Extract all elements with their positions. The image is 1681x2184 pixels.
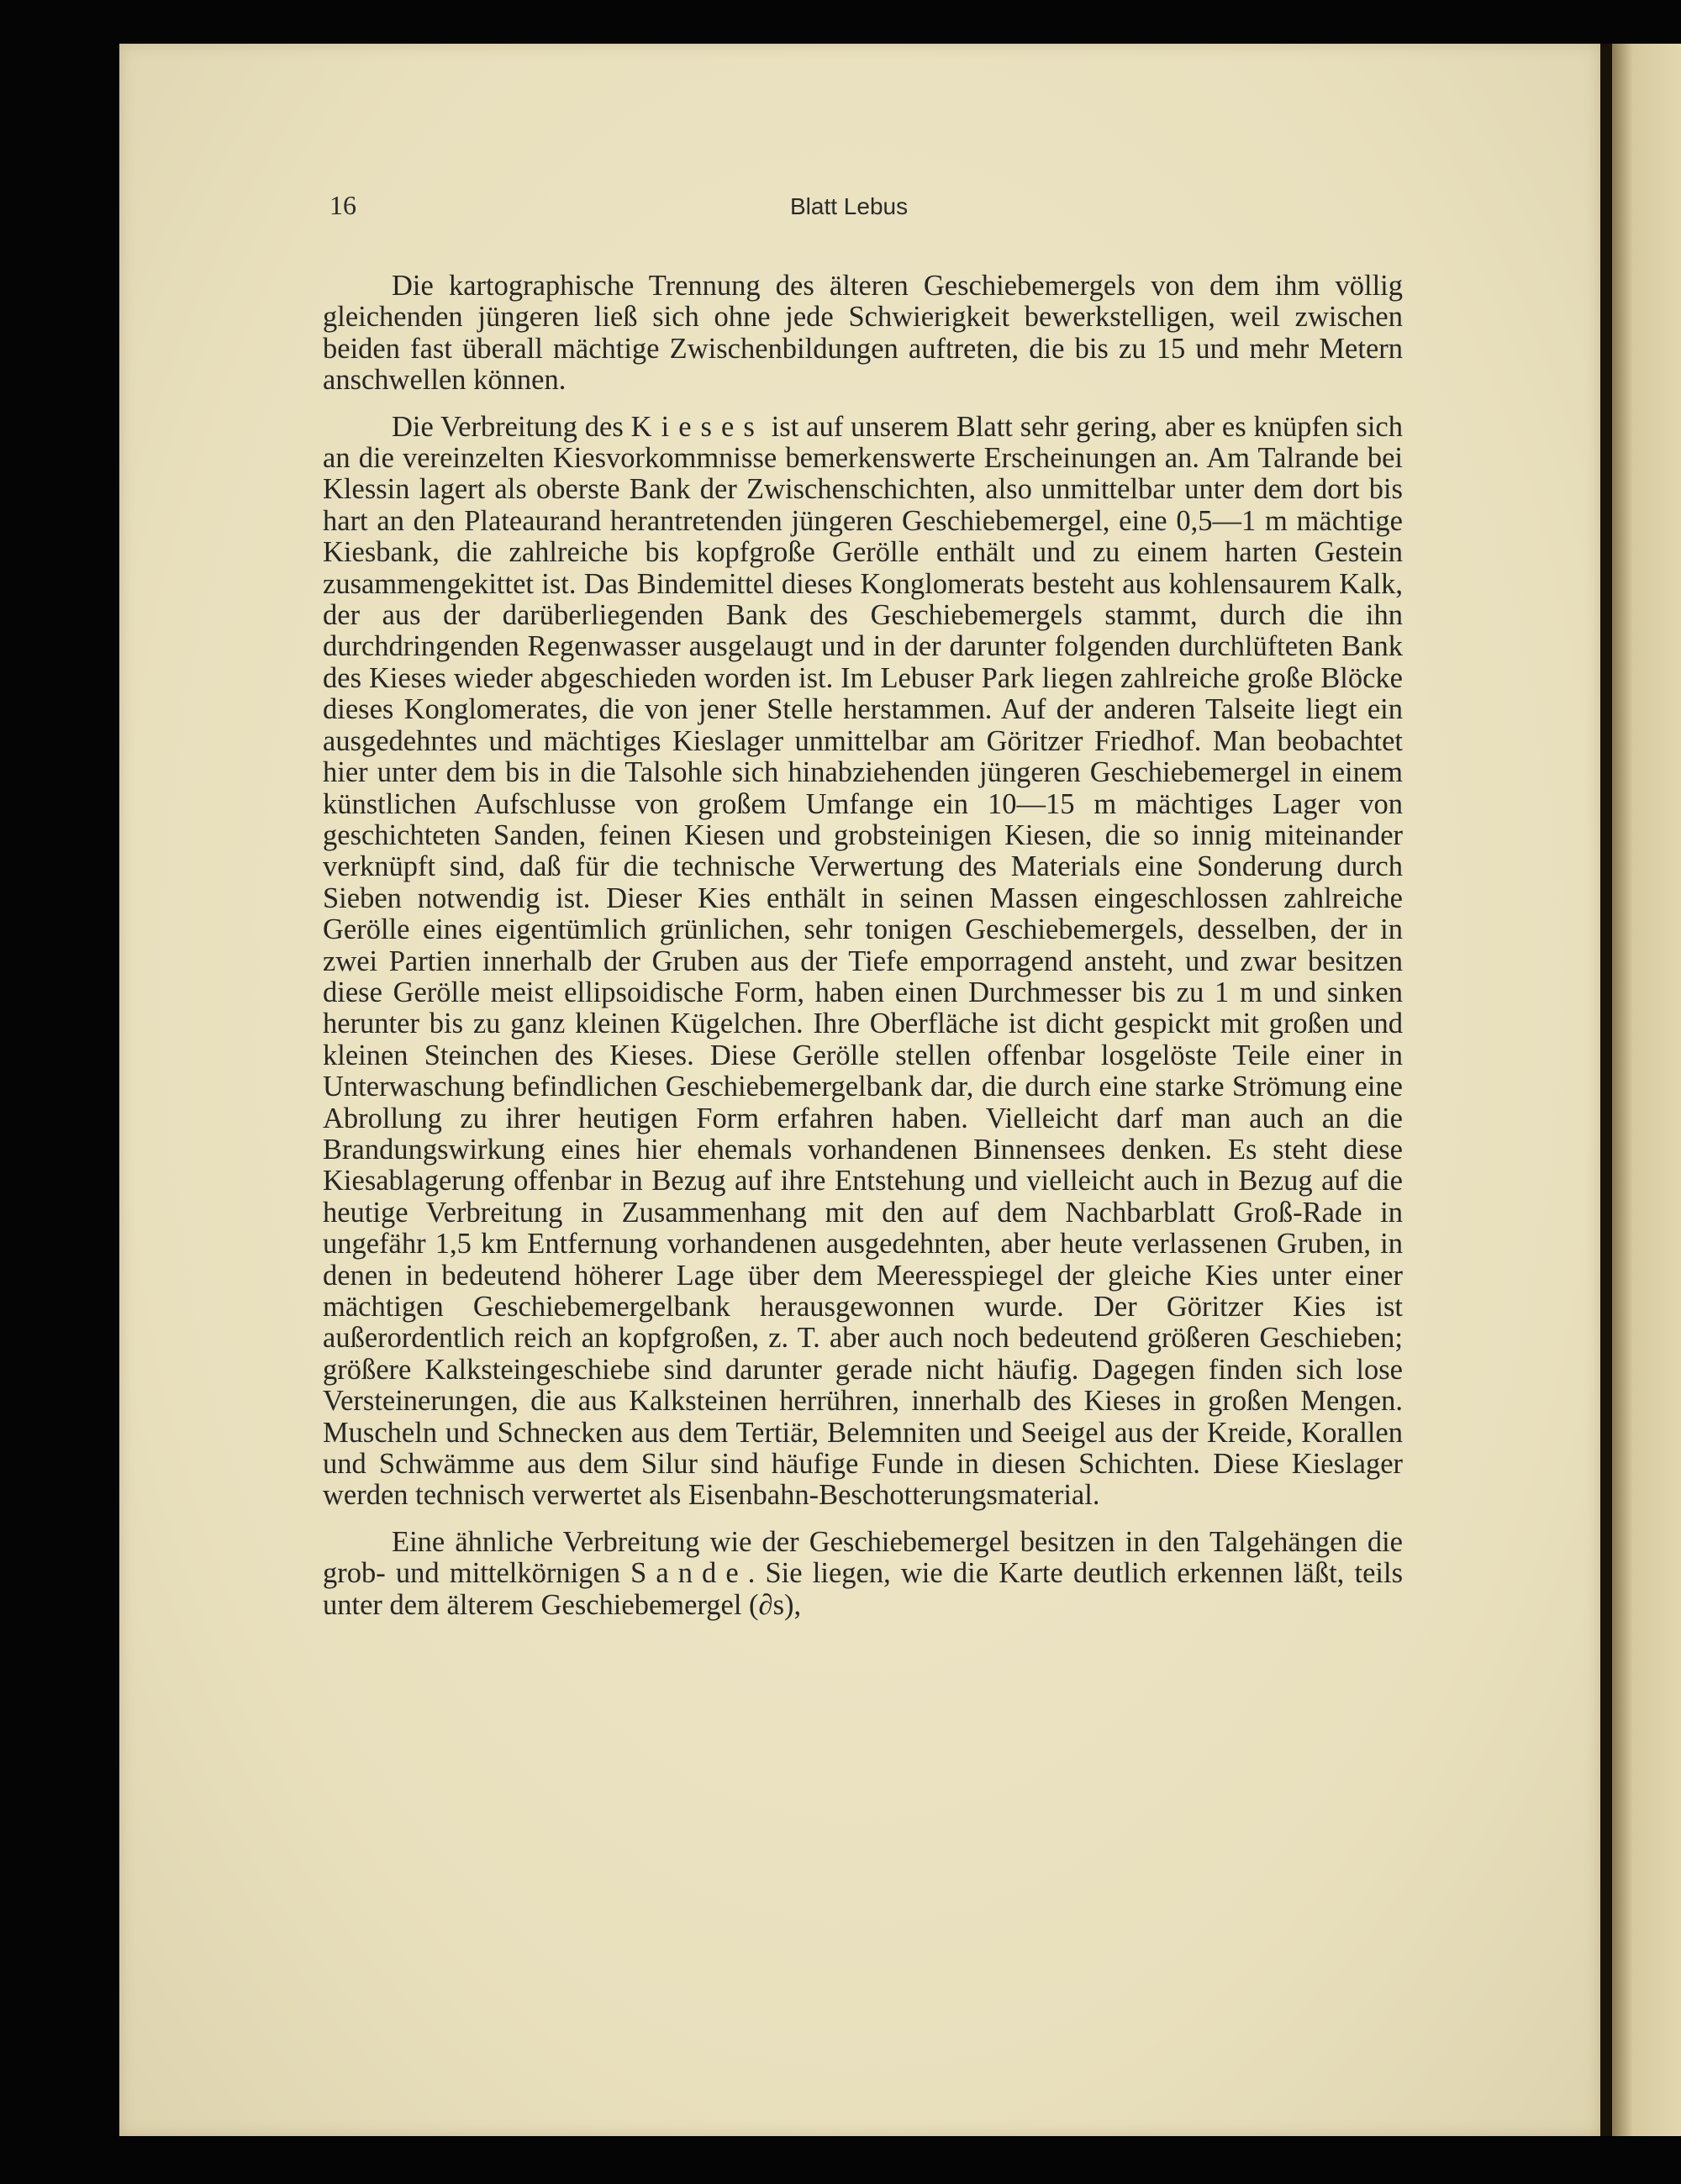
paragraph-text: Eine ähnliche Verbreitung wie der Geschiebemergel besitzen in den Talgehängen die grob- und mittelkörnigen bbox=[323, 1525, 1403, 1590]
spaced-emphasis: Kieses bbox=[630, 410, 764, 443]
running-title: Blatt Lebus bbox=[790, 193, 909, 219]
paragraph bbox=[323, 271, 1403, 397]
paragraph bbox=[323, 412, 1403, 1512]
body-text bbox=[323, 271, 1403, 1636]
page-number: 16 bbox=[329, 190, 356, 220]
paragraph-text: ist auf unserem Blatt sehr gering, aber es knüpfen sich an die vereinzelten Kiesvorkommnisse bemerkenswerte Erscheinungen an. Am Talrande bei Klessin lagert als oberste Bank der Zwischenschichten, also unmittelbar unter dem dort bis hart an den Plateaurand herantretenden jüngeren Geschiebemergel, eine 0,5—1 m mächtige Kiesbank, die zahlreiche bis kopfgroße Gerölle enthält und zu einem harten Gestein zusammengekittet ist. Das Bindemittel dieses Konglomerats besteht aus kohlensaurem Kalk, der aus der darüberliegenden Bank des Geschiebemergels stammt, durch die ihn durchdringenden Regenwasser ausgelaugt und in der darunter folgenden durchlüfteten Bank des Kieses wieder abgeschieden worden ist. Im Lebuser Park liegen zahlreiche große Blöcke dieses Konglomerates, die von jener Stelle herstammen. Auf der anderen Talseite liegt ein ausgedehntes und mächtiges Kieslager unmittelbar am Göritzer Friedhof. Man beobachtet hier unter dem bis in die Talsohle sich hinabziehenden jüngeren Geschiebemergel in einem künstlichen Aufschlusse von großem Umfange ein 10—15 m mächtiges Lager von geschichteten Sanden, feinen Kiesen und grobsteinigen Kiesen, die so innig miteinander verknüpft sind, daß für die technische Verwertung des Materials eine Sonderung durch Sieben notwendig ist. Dieser Kies enthält in seinen Massen eingeschlossen zahlreiche Gerölle eines eigentümlich grünlichen, sehr tonigen Geschiebemergels, desselben, der in zwei Partien innerhalb der Gruben aus der Tiefe emporragend ansteht, und zwar besitzen diese Gerölle meist ellipsoidische Form, haben einen Durchmesser bis zu 1 m und sinken herunter bis zu ganz kleinen Kügelchen. Ihre Oberfläche ist dicht gespickt mit großen und kleinen Steinchen des Kieses. Diese Gerölle stellen offenbar losgelöste Teile einer in Unterwaschung befindlichen Geschiebemergelbank dar, die durch eine starke Strömung eine Abrollung zu ihrer heutigen Form erfahren haben. Vielleicht darf man auch an die Brandungswirkung eines hier ehemals vorhandenen Binnensees denken. Es steht diese Kiesablagerung offenbar in Bezug auf ihre Entstehung und vielleicht auch in Bezug auf die heutige Verbreitung in Zusammenhang mit den auf dem Nachbarblatt Groß-Rade in ungefähr 1,5 km Entfernung vorhandenen ausgedehnten, aber heute verlassenen Gruben, in denen in bedeutend höherer Lage über dem Meeresspiegel der gleiche Kies unter einer mächtigen Geschiebemergelbank herausgewonnen wurde. Der Göritzer Kies ist außerordentlich reich an kopfgroßen, z. T. aber auch noch bedeutend größeren Geschieben; größere Kalksteingeschiebe sind darunter gerade nicht häufig. Dagegen finden sich lose Versteinerungen, die aus Kalksteinen herrühren, innerhalb des Kieses in großen Mengen. Muscheln und Schnecken aus dem Tertiär, Belemniten und Seeigel aus der Kreide, Korallen und Schwämme aus dem Silur sind häufige Funde in diesen Schichten. Diese Kieslager werden technisch verwertet als Eisenbahn-Beschotterungsmaterial. bbox=[323, 410, 1403, 1512]
paragraph-text: Die Verbreitung des bbox=[392, 410, 631, 443]
next-page-edge bbox=[1612, 44, 1681, 2136]
paragraph-text: . Sie liegen, wie die Karte deutlich erkennen läßt, teils unter dem älterem Geschiebemergel (∂s), bbox=[323, 1557, 1403, 1621]
book-gutter bbox=[1600, 44, 1612, 2136]
paragraph bbox=[323, 1527, 1403, 1621]
spaced-emphasis: Sande bbox=[630, 1557, 748, 1590]
page-header bbox=[329, 190, 1405, 232]
paragraph-text: Die kartographische Trennung des älteren Geschiebemergels von dem ihm völlig gleichenden jüngeren ließ sich ohne jede Schwierigkeit bewerkstelligen, weil zwischen beiden fast überall mächtige Zwischenbildungen auftreten, die bis zu 15 und mehr Metern anschwellen können. bbox=[323, 270, 1403, 397]
